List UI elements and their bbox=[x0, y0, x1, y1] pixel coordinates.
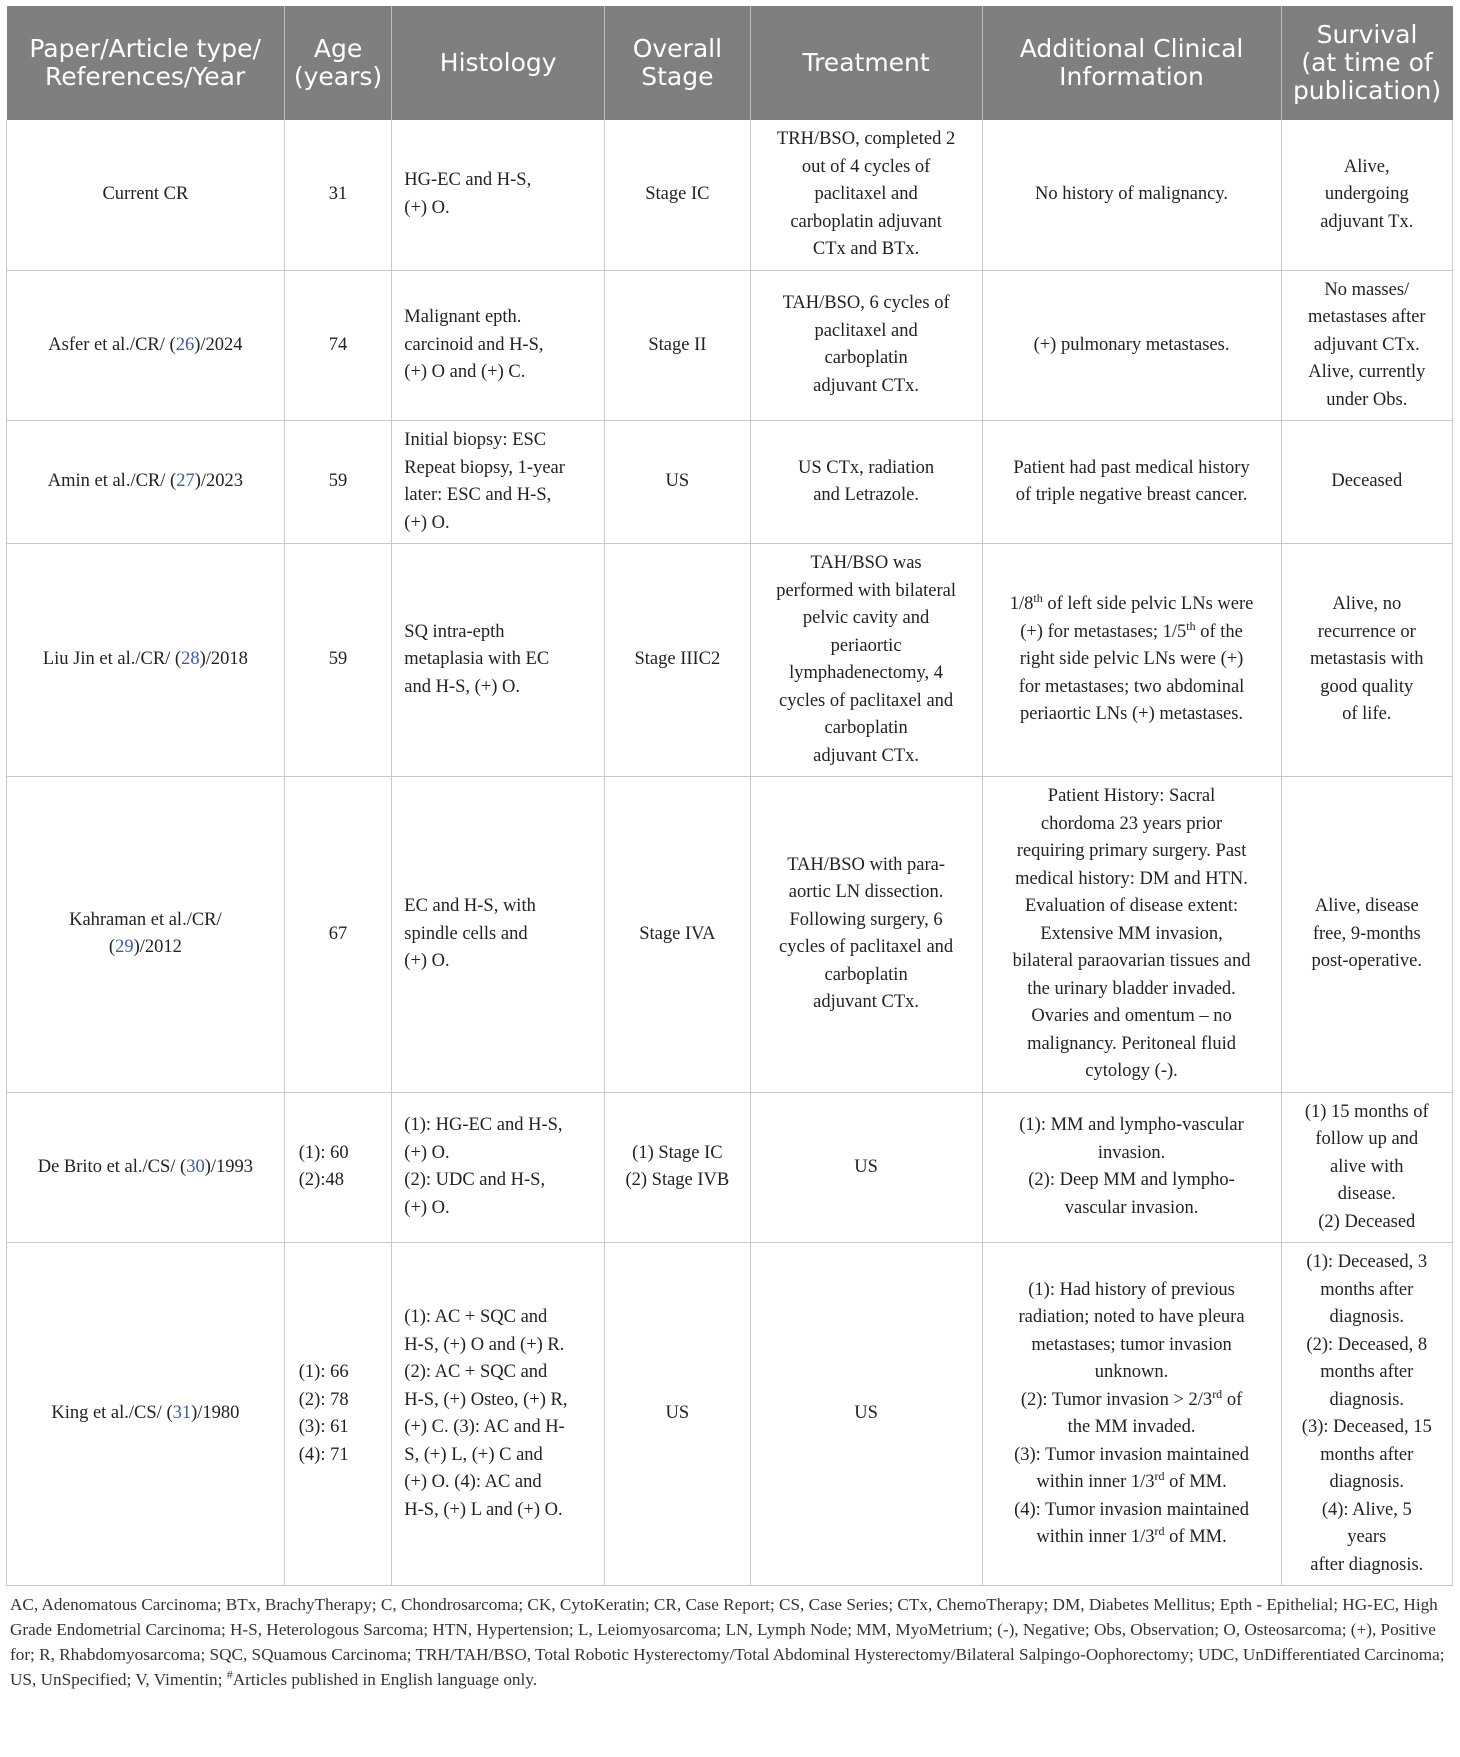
reference-text: De Brito et al./CS/ ( bbox=[37, 1156, 187, 1177]
cell-line: within inner 1/3rd of MM. bbox=[1036, 1523, 1227, 1547]
cell-line: adjuvant CTx. bbox=[813, 745, 920, 766]
cell-line: 67 bbox=[328, 923, 348, 944]
cell-line: (1): 66 bbox=[298, 1362, 349, 1382]
cell-reference bbox=[7, 270, 285, 421]
cell-histology bbox=[392, 270, 605, 421]
cell-histology bbox=[392, 120, 605, 270]
cell-line: diagnosis. bbox=[1329, 1307, 1405, 1327]
col-header-treatment: Treatment bbox=[750, 6, 982, 120]
cell-line: No history of malignancy. bbox=[1035, 184, 1229, 204]
cell-histology bbox=[392, 777, 605, 1093]
cell-line: (1): HG-EC and H-S, bbox=[404, 1115, 563, 1136]
cell-line: (+) O. bbox=[404, 951, 450, 971]
cell-line: Patient History: Sacral bbox=[1047, 786, 1216, 806]
col-header-reference: Paper/Article type/ References/Year bbox=[7, 6, 285, 120]
cell-line: US CTx, radiation bbox=[798, 457, 935, 478]
cell-line: undergoing bbox=[1324, 184, 1409, 204]
cell-line: S, (+) L, (+) C and bbox=[404, 1444, 543, 1465]
cell-line: (1): AC + SQC and bbox=[404, 1307, 548, 1327]
cell-stage bbox=[605, 777, 751, 1093]
cell-line: adjuvant CTx. bbox=[813, 992, 920, 1013]
cell-line: (2): Deceased, 8 bbox=[1306, 1334, 1428, 1355]
col-header-survival: Survival (at time of publication) bbox=[1281, 6, 1452, 120]
cell-line: later: ESC and H-S, bbox=[404, 485, 552, 505]
reference-link[interactable]: 26 bbox=[175, 334, 195, 355]
cell-info bbox=[982, 1243, 1281, 1586]
reference-text: Liu Jin et al./CR/ ( bbox=[42, 649, 182, 670]
cell-line: Patient had past medical history bbox=[1013, 457, 1250, 478]
cell-survival bbox=[1281, 777, 1452, 1093]
cell-reference bbox=[7, 120, 285, 270]
cell-line: after diagnosis. bbox=[1310, 1554, 1424, 1575]
cell-stage bbox=[605, 270, 751, 421]
table-row bbox=[7, 120, 1453, 270]
table-footnote: AC, Adenomatous Carcinoma; BTx, BrachyTherapy; C, Chondrosarcoma; CK, CytoKeratin; CR, Case Report; CS, Case Series; CTx, ChemoTherapy; DM, Diabetes Mellitus; Epth - Epithelial; HG-EC, High Grade Endometrial Carcinoma; H-S, Heterologous Sarcoma; HTN, Hypertension; L, Leiomyosarcoma; LN, Lymph Node; MM, MyoMetrium; (-), Negative; Obs, Observation; O, Osteosarcoma; (+), Positive for; R, Rhabdomyosarcoma; SQC, SQuamous Carcinoma; TRH/TAH/BSO, Total Robotic Hysterectomy/Total Abdominal Hysterectomy/Bilateral Salpingo-Oophorectomy; UDC, UnDifferentiated Carcinoma; US, UnSpecified; V, Vimentin; #Articles published in English language only. bbox=[10, 1595, 1445, 1689]
cell-line: unknown. bbox=[1094, 1362, 1169, 1382]
cell-line: diagnosis. bbox=[1329, 1389, 1405, 1410]
cell-line: periaortic bbox=[830, 635, 902, 656]
cell-line: No masses/ bbox=[1324, 279, 1410, 300]
cell-stage bbox=[605, 1243, 751, 1586]
cell-line: Stage IVA bbox=[639, 923, 716, 944]
cell-info bbox=[982, 270, 1281, 421]
cell-line: spindle cells and bbox=[404, 923, 528, 944]
cell-treatment bbox=[750, 120, 982, 270]
cell-stage bbox=[605, 544, 751, 777]
cell-line: pelvic cavity and bbox=[802, 608, 930, 628]
cell-line: 74 bbox=[328, 334, 348, 355]
cell-line: invasion. bbox=[1097, 1142, 1166, 1163]
cell-survival bbox=[1281, 1243, 1452, 1586]
cell-line: post-operative. bbox=[1311, 951, 1422, 971]
cell-line: Following surgery, 6 bbox=[789, 909, 943, 930]
col-header-age: Age (years) bbox=[284, 6, 392, 120]
cell-line: (2): Deep MM and lympho- bbox=[1028, 1170, 1235, 1191]
cell-line: SQ intra-epth bbox=[404, 621, 505, 642]
col-header-histology: Histology bbox=[392, 6, 605, 120]
cell-line: TAH/BSO with para- bbox=[787, 854, 945, 875]
reference-text: King et al./CS/ ( bbox=[51, 1403, 173, 1424]
cell-histology bbox=[392, 1092, 605, 1243]
cell-line: Initial biopsy: ESC bbox=[404, 430, 547, 450]
cell-line: Alive, disease bbox=[1314, 896, 1419, 916]
reference-link[interactable]: 27 bbox=[176, 471, 195, 492]
cell-line: US bbox=[854, 1403, 878, 1424]
cell-treatment bbox=[750, 1243, 982, 1586]
cell-line: TAH/BSO, 6 cycles of bbox=[782, 293, 950, 314]
cell-line: (2): UDC and H-S, bbox=[404, 1170, 546, 1191]
cell-reference bbox=[7, 421, 285, 544]
cell-info bbox=[982, 1092, 1281, 1243]
cell-treatment bbox=[750, 1092, 982, 1243]
cell-line: 1/8th of left side pelvic LNs were bbox=[1009, 591, 1254, 615]
cell-line: carboplatin bbox=[824, 348, 908, 369]
cell-line: (2) Stage IVB bbox=[625, 1170, 730, 1191]
cell-line: of triple negative breast cancer. bbox=[1015, 485, 1248, 505]
cell-reference bbox=[7, 544, 285, 777]
cell-histology bbox=[392, 544, 605, 777]
cell-line: US bbox=[665, 471, 690, 492]
cell-age bbox=[284, 1243, 392, 1586]
table-wrapper bbox=[6, 6, 1453, 1692]
cell-line: (3): Deceased, 15 bbox=[1301, 1417, 1432, 1437]
cell-line: (+) O. bbox=[404, 1197, 450, 1218]
cell-line: (2): AC + SQC and bbox=[404, 1362, 548, 1382]
reference-text: Asfer et al./CR/ ( bbox=[48, 334, 176, 355]
cell-line: Deceased bbox=[1331, 471, 1403, 492]
cell-line: (+) for metastases; 1/5th of the bbox=[1020, 618, 1243, 642]
table-row bbox=[7, 270, 1453, 421]
cell-line: chordoma 23 years prior bbox=[1040, 813, 1223, 834]
cell-line: cycles of paclitaxel and bbox=[779, 690, 954, 711]
cell-line: H-S, (+) L and (+) O. bbox=[404, 1499, 563, 1520]
cell-line: (3): 61 bbox=[298, 1417, 349, 1437]
cell-treatment bbox=[750, 421, 982, 544]
cell-line: metastasis with bbox=[1310, 649, 1424, 670]
cell-line: radiation; noted to have pleura bbox=[1018, 1307, 1245, 1327]
table-row bbox=[7, 544, 1453, 777]
cell-line: years bbox=[1347, 1527, 1387, 1547]
cell-line: (4): Tumor invasion maintained bbox=[1014, 1499, 1249, 1520]
table-row bbox=[7, 421, 1453, 544]
cell-line: TRH/BSO, completed 2 bbox=[776, 129, 956, 149]
cell-line: US bbox=[854, 1156, 878, 1177]
cell-histology bbox=[392, 421, 605, 544]
cell-age bbox=[284, 120, 392, 270]
cell-line: months after bbox=[1320, 1362, 1414, 1382]
cell-line: and Letrazole. bbox=[813, 485, 919, 505]
cell-line: and H-S, (+) O. bbox=[404, 676, 521, 697]
col-header-stage: Overall Stage bbox=[605, 6, 751, 120]
cell-line: 31 bbox=[328, 184, 348, 204]
cell-line: medical history: DM and HTN. bbox=[1015, 868, 1248, 889]
cell-line: months after bbox=[1320, 1444, 1414, 1465]
cell-line: 59 bbox=[328, 649, 348, 670]
cell-line: TAH/BSO was bbox=[810, 553, 922, 573]
cell-line: Stage II bbox=[648, 334, 707, 355]
cell-line: (+) O and (+) C. bbox=[404, 362, 526, 382]
cell-line: Alive, no bbox=[1332, 594, 1402, 615]
cell-line: CTx and BTx. bbox=[812, 239, 920, 259]
reference-link[interactable]: 28 bbox=[181, 649, 200, 670]
cell-line: alive with bbox=[1330, 1156, 1404, 1177]
cell-line: 59 bbox=[328, 471, 348, 492]
cell-line: (1): 60 bbox=[298, 1142, 349, 1163]
reference-text: Amin et al./CR/ ( bbox=[47, 471, 177, 492]
cell-line: carboplatin bbox=[824, 718, 908, 738]
cell-age bbox=[284, 270, 392, 421]
col-header-info: Additional Clinical Information bbox=[982, 6, 1281, 120]
cell-survival bbox=[1281, 270, 1452, 421]
table-row bbox=[7, 1092, 1453, 1243]
cell-line: of life. bbox=[1342, 704, 1392, 725]
header-row bbox=[7, 6, 1453, 120]
cell-line: (1): MM and lympho-vascular bbox=[1019, 1115, 1244, 1136]
cell-stage bbox=[605, 1092, 751, 1243]
cell-info bbox=[982, 120, 1281, 270]
reference-text: Current CR bbox=[102, 184, 189, 204]
cell-line: (2): 78 bbox=[298, 1389, 349, 1410]
cell-line: (1): Had history of previous bbox=[1028, 1279, 1235, 1300]
cell-line: EC and H-S, with bbox=[404, 896, 536, 916]
cell-line: cycles of paclitaxel and bbox=[779, 937, 954, 958]
reference-link[interactable]: 31 bbox=[172, 1403, 192, 1424]
cell-line: aortic LN dissection. bbox=[788, 882, 944, 903]
cell-line: (+) C. (3): AC and H- bbox=[404, 1417, 565, 1437]
cell-line: for metastases; two abdominal bbox=[1018, 676, 1245, 697]
cell-line: (2) Deceased bbox=[1318, 1211, 1416, 1232]
cell-treatment bbox=[750, 544, 982, 777]
cell-treatment bbox=[750, 777, 982, 1093]
cell-line: metastases; tumor invasion bbox=[1031, 1334, 1232, 1355]
cell-age bbox=[284, 1092, 392, 1243]
cell-line: the urinary bladder invaded. bbox=[1027, 978, 1236, 999]
reference-year: )/2012 bbox=[133, 937, 182, 958]
cell-line: Extensive MM invasion, bbox=[1040, 923, 1223, 944]
cell-line: Alive, bbox=[1343, 156, 1390, 177]
table-row bbox=[7, 1243, 1453, 1586]
cell-line: metaplasia with EC bbox=[404, 649, 550, 670]
reference-link[interactable]: 29 bbox=[115, 937, 134, 958]
cell-line: disease. bbox=[1337, 1184, 1396, 1204]
reference-year: )/1980 bbox=[191, 1403, 240, 1424]
cell-histology bbox=[392, 1243, 605, 1586]
cell-line: paclitaxel and bbox=[814, 184, 918, 204]
reference-year: )/1993 bbox=[204, 1156, 254, 1177]
cell-line: adjuvant CTx. bbox=[813, 375, 920, 396]
cell-line: metastases after bbox=[1307, 307, 1426, 327]
cell-line: Stage IC bbox=[645, 184, 710, 204]
cell-line: Malignant epth. bbox=[404, 307, 522, 327]
cell-info bbox=[982, 421, 1281, 544]
cell-line: (1) 15 months of bbox=[1304, 1101, 1429, 1122]
cell-line: (2): Tumor invasion > 2/3rd of bbox=[1020, 1386, 1243, 1410]
cell-line: Ovaries and omentum – no bbox=[1031, 1006, 1232, 1026]
cell-line: right side pelvic LNs were (+) bbox=[1019, 649, 1244, 670]
reference-year: )/2023 bbox=[194, 471, 244, 492]
cell-line: carboplatin bbox=[824, 964, 908, 985]
cell-survival bbox=[1281, 421, 1452, 544]
cell-line: recurrence or bbox=[1317, 621, 1416, 642]
cell-line: (1): Deceased, 3 bbox=[1306, 1252, 1428, 1272]
cell-stage bbox=[605, 421, 751, 544]
cell-line: (+) O. (4): AC and bbox=[404, 1472, 542, 1492]
cell-line: (3): Tumor invasion maintained bbox=[1014, 1444, 1249, 1465]
cell-line: free, 9-months bbox=[1312, 923, 1421, 944]
cell-line: months after bbox=[1320, 1279, 1414, 1300]
cell-reference bbox=[7, 777, 285, 1093]
cell-age bbox=[284, 777, 392, 1093]
cell-line: periaortic LNs (+) metastases. bbox=[1019, 704, 1244, 725]
cell-line: adjuvant CTx. bbox=[1313, 334, 1420, 355]
cell-line: bilateral paraovarian tissues and bbox=[1012, 951, 1251, 971]
cell-line: H-S, (+) Osteo, (+) R, bbox=[404, 1389, 568, 1410]
cell-line: vascular invasion. bbox=[1064, 1197, 1199, 1218]
cell-line: paclitaxel and bbox=[814, 320, 918, 341]
cell-line: cytology (-). bbox=[1085, 1061, 1178, 1081]
cell-line: malignancy. Peritoneal fluid bbox=[1027, 1033, 1236, 1054]
cell-line: (4): 71 bbox=[298, 1444, 349, 1465]
cell-reference bbox=[7, 1243, 285, 1586]
cell-line: within inner 1/3rd of MM. bbox=[1036, 1468, 1227, 1492]
cell-line: HG-EC and H-S, bbox=[404, 170, 532, 191]
reference-link[interactable]: 30 bbox=[186, 1156, 205, 1177]
cell-line: follow up and bbox=[1315, 1129, 1419, 1149]
cell-line: under Obs. bbox=[1326, 389, 1408, 410]
cell-info bbox=[982, 544, 1281, 777]
cell-line: lymphadenectomy, 4 bbox=[789, 663, 944, 683]
cell-line: (+) pulmonary metastases. bbox=[1033, 334, 1230, 355]
cell-age bbox=[284, 544, 392, 777]
cell-survival bbox=[1281, 1092, 1452, 1243]
cell-line: Repeat biopsy, 1-year bbox=[404, 457, 565, 478]
cell-line: (1) Stage IC bbox=[632, 1142, 723, 1163]
cell-line: out of 4 cycles of bbox=[801, 156, 931, 177]
reference-text: Kahraman et al./CR/ ( bbox=[69, 909, 222, 958]
cell-reference bbox=[7, 1092, 285, 1243]
reference-year: )/2024 bbox=[194, 334, 243, 355]
cell-survival bbox=[1281, 544, 1452, 777]
cell-line: performed with bilateral bbox=[776, 580, 956, 601]
cell-info bbox=[982, 777, 1281, 1093]
cell-line: adjuvant Tx. bbox=[1320, 211, 1414, 232]
table-row bbox=[7, 777, 1453, 1093]
cell-line: carcinoid and H-S, bbox=[404, 334, 544, 355]
cell-line: Evaluation of disease extent: bbox=[1024, 896, 1239, 916]
cell-line: (+) O. bbox=[404, 197, 450, 218]
cell-line: (+) O. bbox=[404, 512, 450, 533]
cell-line: (2):48 bbox=[298, 1170, 344, 1191]
cell-line: Alive, currently bbox=[1308, 362, 1426, 382]
cell-line: the MM invaded. bbox=[1067, 1417, 1196, 1437]
cell-line: Stage IIIC2 bbox=[634, 649, 721, 670]
table-body bbox=[7, 120, 1453, 1586]
reference-year: )/2018 bbox=[199, 649, 248, 670]
cell-line: good quality bbox=[1320, 676, 1414, 697]
cell-line: diagnosis. bbox=[1329, 1472, 1405, 1492]
case-review-table bbox=[6, 6, 1453, 1586]
cell-age bbox=[284, 421, 392, 544]
cell-stage bbox=[605, 120, 751, 270]
cell-survival bbox=[1281, 120, 1452, 270]
cell-line: H-S, (+) O and (+) R. bbox=[404, 1334, 565, 1355]
cell-line: (4): Alive, 5 bbox=[1321, 1499, 1412, 1520]
cell-treatment bbox=[750, 270, 982, 421]
cell-line: carboplatin adjuvant bbox=[790, 211, 942, 232]
cell-line: US bbox=[665, 1403, 690, 1424]
cell-line: requiring primary surgery. Past bbox=[1016, 841, 1247, 861]
cell-line: (+) O. bbox=[404, 1142, 450, 1163]
